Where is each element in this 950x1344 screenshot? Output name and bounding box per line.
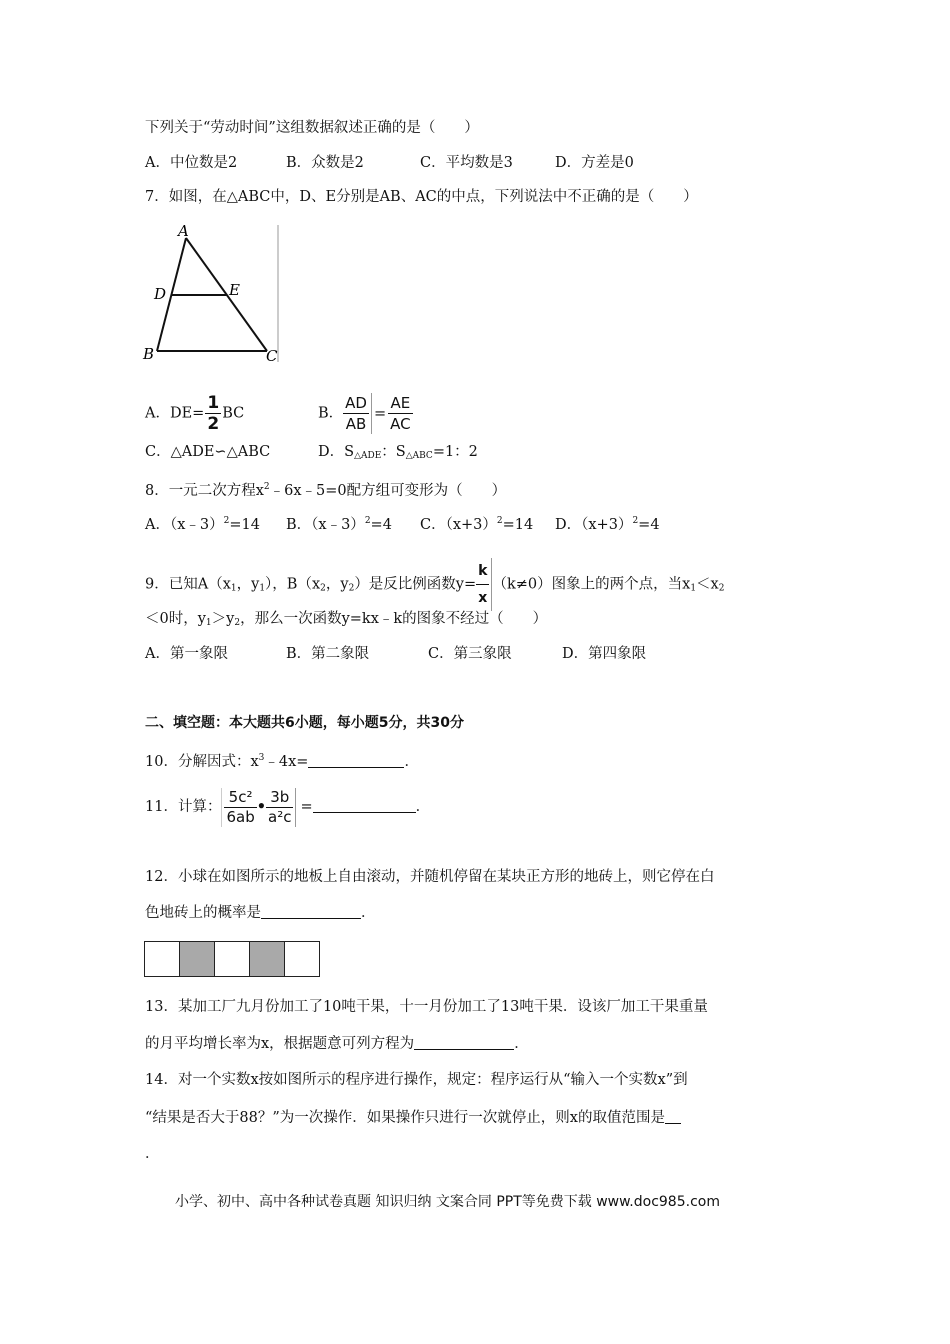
- question-11: 11．计算： $\frac{\text{5c²}}{6ab}$ • $\frac{3b}{\text{a²c}}$ = ．: [145, 787, 431, 826]
- fraction-k-over-x: $\frac{k}{x}$: [476, 558, 492, 611]
- floor-tile: [215, 942, 250, 976]
- q8-option-c: C．$(x+3)^2=14$: [420, 516, 534, 533]
- question-12-line-2: 色地砖上的概率是 ．: [145, 905, 376, 921]
- q7-option-a: A．DE= $\frac{1}{2}$ BC: [145, 393, 245, 434]
- question-7-stem: 7．如图，在△ABC中，D、E分别是AB、AC的中点，下列说法中不正确的是（ ）: [145, 189, 698, 205]
- answer-blank-11[interactable]: [313, 798, 416, 813]
- label-d: D: [154, 285, 167, 303]
- q7-option-d: D．$S_{\triangle ADE}$：$S_{\triangle ABC}=1$：2: [318, 444, 478, 461]
- question-14-line-1: 14．对一个实数x按如图所示的程序进行操作，规定：程序运行从“输入一个实数x”到: [145, 1072, 688, 1088]
- label-a: A: [178, 222, 189, 240]
- question-6-tail: 下列关于“劳动时间”这组数据叙述正确的是（ ）: [145, 120, 479, 136]
- q8-option-b: B．（x﹣3）$^2$=4: [286, 516, 392, 533]
- q9-option-a: A．第一象限: [145, 646, 228, 662]
- question-10: 10．分解因式：$x^3﹣4x=$ ．: [145, 753, 419, 770]
- question-9-line-1: 9．已知$A(x_1$，$y_1$），$B(x_2$，$y_2$）是反比例函数y= $\frac{k}{x}$ （k≠0）图象上的两个点，当$x_1<x_2$: [145, 558, 724, 611]
- answer-blank-13[interactable]: [414, 1035, 514, 1050]
- question-8-stem: 8．一元二次方程$x^2﹣6x﹣5=0$配方组可变形为（ ）: [145, 482, 507, 499]
- floor-tile: [250, 942, 285, 976]
- q7-option-b: B． $\frac{AD}{AB}$ = $\frac{AE}{AC}$: [318, 394, 411, 433]
- answer-blank-10[interactable]: [308, 753, 404, 768]
- fraction-3b-a2c: $\frac{3b}{\text{a²c}}$: [266, 788, 296, 827]
- triangle-figure: [140, 220, 285, 365]
- q9-option-d: D．第四象限: [562, 646, 647, 662]
- q6-option-d: D．方差是0: [555, 155, 634, 171]
- floor-tiles: [144, 941, 320, 977]
- question-9-line-2: ＜0时，$y_1>y_2$，那么一次函数y=kx﹣k的图象不经过（ ）: [145, 611, 548, 628]
- label-e: E: [229, 281, 240, 299]
- question-14-line-2: “结果是否大于88？”为一次操作．如果操作只进行一次就停止，则x的取值范围是: [145, 1108, 681, 1128]
- question-14-line-3: ．: [145, 1146, 160, 1162]
- question-12-line-1: 12．小球在如图所示的地板上自由滚动，并随机停留在某块正方形的地砖上，则它停在白: [145, 869, 715, 885]
- label-b: B: [143, 345, 155, 363]
- floor-tile: [145, 942, 180, 976]
- floor-tile: [285, 942, 319, 976]
- fraction-one-half: $\frac{1}{2}$: [207, 393, 220, 434]
- q6-option-a: A．中位数是2: [145, 155, 238, 171]
- q6-option-c: C．平均数是3: [420, 155, 513, 171]
- question-13-line-1: 13．某加工厂九月份加工了10吨干果，十一月份加工了13吨干果．设该厂加工干果重量: [145, 999, 708, 1015]
- fraction-ad-ab: $\frac{AD}{AB}$: [343, 393, 372, 434]
- section-2-heading: 二、填空题：本大题共6小题，每小题5分，共30分: [145, 715, 464, 731]
- q9-option-b: B．第二象限: [286, 646, 370, 662]
- q8-option-d: D．$(x+3)^2=4$: [555, 516, 660, 533]
- q6-option-b: B．众数是2: [286, 155, 364, 171]
- label-c: C: [266, 347, 278, 365]
- question-13-line-2: 的月平均增长率为x，根据题意可列方程为 ．: [145, 1036, 529, 1052]
- answer-blank-14[interactable]: [665, 1109, 681, 1124]
- q7-option-c: C．△ADE∽△ABC: [145, 444, 271, 460]
- fraction-ae-ac: $\frac{AE}{AC}$: [390, 394, 411, 433]
- q9-option-c: C．第三象限: [428, 646, 512, 662]
- page-footer: 小学、初中、高中各种试卷真题 知识归纳 文案合同 PPT等免费下载 www.doc985.com: [175, 1194, 720, 1210]
- answer-blank-12[interactable]: [261, 904, 361, 919]
- fraction-5c2-6ab: $\frac{\text{5c²}}{6ab}$: [221, 788, 256, 827]
- floor-tile: [180, 942, 215, 976]
- q8-option-a: A．（x﹣3）$^2$=14: [145, 516, 260, 533]
